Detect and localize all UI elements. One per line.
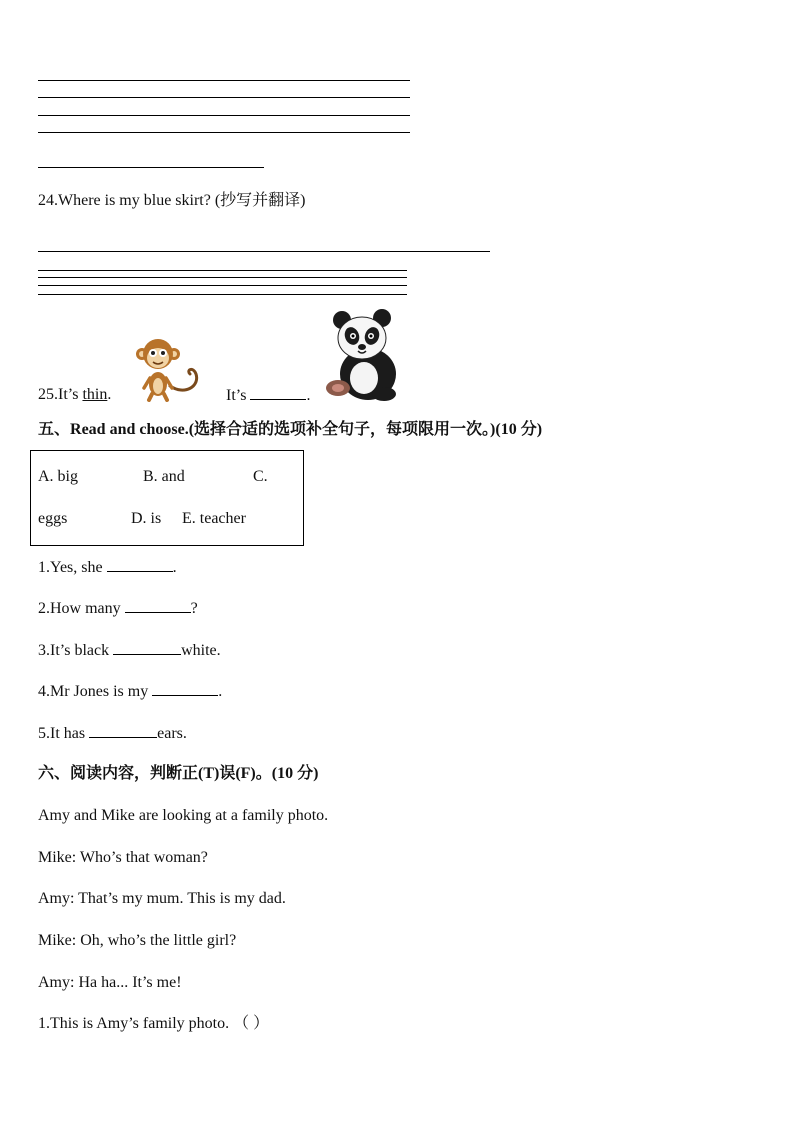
fill-item — [38, 557, 177, 578]
option-b: B. and — [143, 468, 185, 485]
section-heading-note: (选择合适的选项补全句子，每项限用一次。)(10 分) — [188, 421, 543, 438]
question-text: 1.This is Amy’s family photo. — [38, 1015, 230, 1032]
question-25 — [38, 385, 111, 405]
answer-blank[interactable] — [250, 385, 306, 400]
item-text: 3.It’s black — [38, 642, 114, 659]
item-text: . — [218, 683, 223, 700]
item-text: ? — [190, 600, 198, 617]
q25-second: It’s — [226, 387, 247, 404]
answer-blank[interactable] — [125, 598, 191, 613]
answer-bracket[interactable]: （ ） — [233, 1015, 270, 1032]
writing-line — [38, 270, 407, 271]
item-text: 5.It has — [38, 725, 90, 742]
answer-blank[interactable] — [113, 640, 181, 655]
options-box — [30, 450, 304, 546]
option-e: E. teacher — [182, 510, 246, 527]
item-text: . — [172, 559, 177, 576]
writing-line — [38, 285, 407, 286]
panda-icon — [324, 308, 404, 402]
q25-period: . — [107, 386, 112, 403]
item-text: 1.Yes, she — [38, 559, 107, 576]
writing-line — [38, 115, 410, 116]
monkey-icon — [130, 336, 206, 402]
answer-blank[interactable] — [107, 557, 173, 572]
writing-line — [38, 277, 407, 278]
section-heading-title: Read and choose. — [70, 421, 189, 438]
writing-line — [38, 251, 490, 252]
fill-item — [38, 681, 222, 702]
section-5-heading — [38, 420, 542, 440]
fill-item — [38, 723, 187, 744]
writing-line — [38, 167, 264, 168]
option-a: A. big — [38, 468, 78, 485]
question-25-second — [226, 385, 310, 406]
item-text: 2.How many — [38, 600, 125, 617]
q25-word: thin — [82, 386, 108, 403]
answer-blank[interactable] — [89, 723, 157, 738]
q25-period2: . — [306, 387, 311, 404]
option-c-continued: eggs — [38, 510, 68, 527]
q25-prefix: 25.It’s — [38, 386, 79, 403]
writing-line — [38, 132, 410, 133]
dialogue-line: Amy and Mike are looking at a family photo. — [38, 807, 329, 824]
option-c: C. — [253, 468, 268, 485]
writing-line — [38, 80, 410, 81]
judgment-question — [38, 1014, 269, 1034]
section-heading-number: 五、 — [38, 421, 71, 438]
dialogue-line: Mike: Who’s that woman? — [38, 849, 208, 866]
writing-line — [38, 97, 410, 98]
answer-blank[interactable] — [152, 681, 218, 696]
item-text: ears. — [157, 725, 187, 742]
item-text: white. — [181, 642, 221, 659]
section-6-heading: 六、阅读内容，判断正(T)误(F)。(10 分) — [38, 765, 319, 782]
question-number: 24. — [38, 192, 58, 209]
question-text: Where is my blue skirt? (抄写并翻译) — [58, 192, 306, 209]
dialogue-line: Amy: That’s my mum. This is my dad. — [38, 890, 286, 907]
item-text: 4.Mr Jones is my — [38, 683, 153, 700]
fill-item — [38, 598, 198, 619]
option-d: D. is — [131, 510, 162, 527]
dialogue-line: Amy: Ha ha... It’s me! — [38, 974, 182, 991]
fill-item — [38, 640, 221, 661]
writing-line — [38, 294, 407, 295]
dialogue-line: Mike: Oh, who’s the little girl? — [38, 932, 237, 949]
question-24 — [38, 191, 306, 211]
